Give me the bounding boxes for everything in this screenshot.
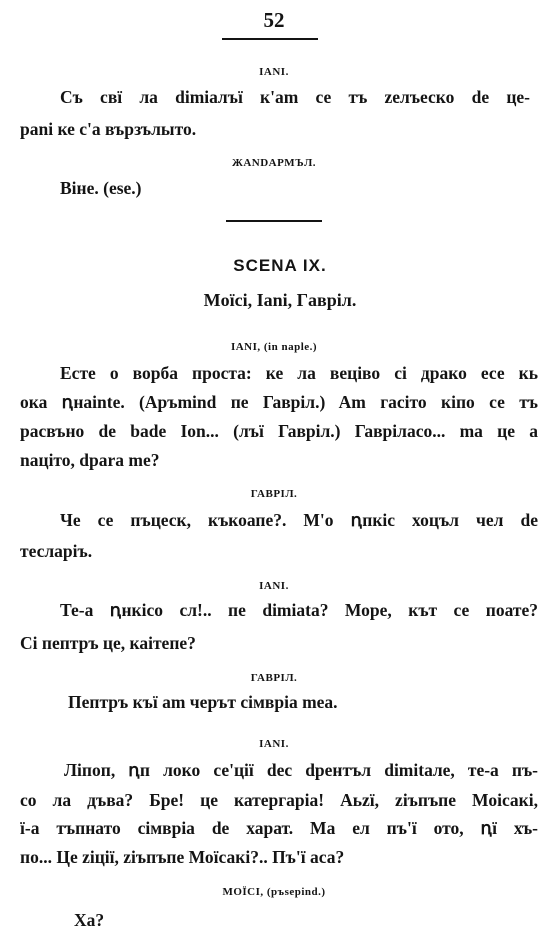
scene-divider <box>226 220 322 222</box>
dialogue-line: Ліпоп, ꞑп локо се'ції dec dpeнтъл dimitaле, те-а пъ- <box>64 760 538 780</box>
speaker-name: ГАВРІЛ. <box>250 672 298 684</box>
dialogue-line: Есте о ворба проста: ке ла вецiво сi драко есе кь <box>60 363 538 383</box>
dialogue-line: Съ свї ла dimiaлъї к'am се тъ zелъеско de цe- <box>60 87 530 107</box>
scene-cast: Moїci, Iani, Гaвpiл. <box>203 290 357 310</box>
speaker-name: IANI. <box>259 580 289 592</box>
page-number: 52 <box>263 8 285 32</box>
dialogue-line: pani ке с'а вързълыто. <box>20 119 197 139</box>
speaker-name: IANI. <box>259 66 289 78</box>
speaker-name: ЖANDAPMЪЛ. <box>231 157 317 169</box>
speaker-name: ГАВРІЛ. <box>250 488 298 500</box>
dialogue-line: Пептръ къї am черът сімвріа mea. <box>68 692 338 712</box>
dialogue-line: расвъно de bade Ion... (лъї Гавріл.) Гавріласо... ma це а <box>20 421 538 441</box>
scene-title: SCENA IX. <box>233 256 327 275</box>
dialogue-line: Че се пъцеск, къкоапе?. М'о ꞑпкіс хоцъл чел de <box>60 510 538 530</box>
speaker-name: IANI, (in naple.) <box>230 341 318 353</box>
dialogue-line: Сі пептръ це, каітепе? <box>20 633 196 653</box>
dialogue-line: ока ꞑнаinte. (Аръmind пе Гавріл.) Am гасіто кіпо се тъ <box>20 392 538 412</box>
speaker-name: IANI. <box>259 738 289 750</box>
dialogue-line: по... Це zіції, zіъпъпе Моїсакі?.. Пъ'ї аса? <box>20 847 345 867</box>
dialogue-line: Віне. (ese.) <box>60 178 142 198</box>
header-rule <box>222 38 318 40</box>
speaker-name: MOЇCI, (ръsepind.) <box>222 886 326 898</box>
dialogue-line: Те-а ꞑнкісо сл!.. пе dimiata? Море, кът се поате? <box>60 600 538 620</box>
dialogue-line: со ла дъва? Бре! це катергаріа! Аьzї, zіъпъпе Моісакі, <box>20 790 538 810</box>
dialogue-line: теслapiъ. <box>20 541 93 561</box>
dialogue-line: Ха? <box>74 910 105 930</box>
dialogue-line: ї-а тъпнато сімвріа de харат. Ма ел пъ'ї ото, ꞑї хъ- <box>20 818 538 838</box>
dialogue-line: naціто, dpara me? <box>20 450 160 470</box>
